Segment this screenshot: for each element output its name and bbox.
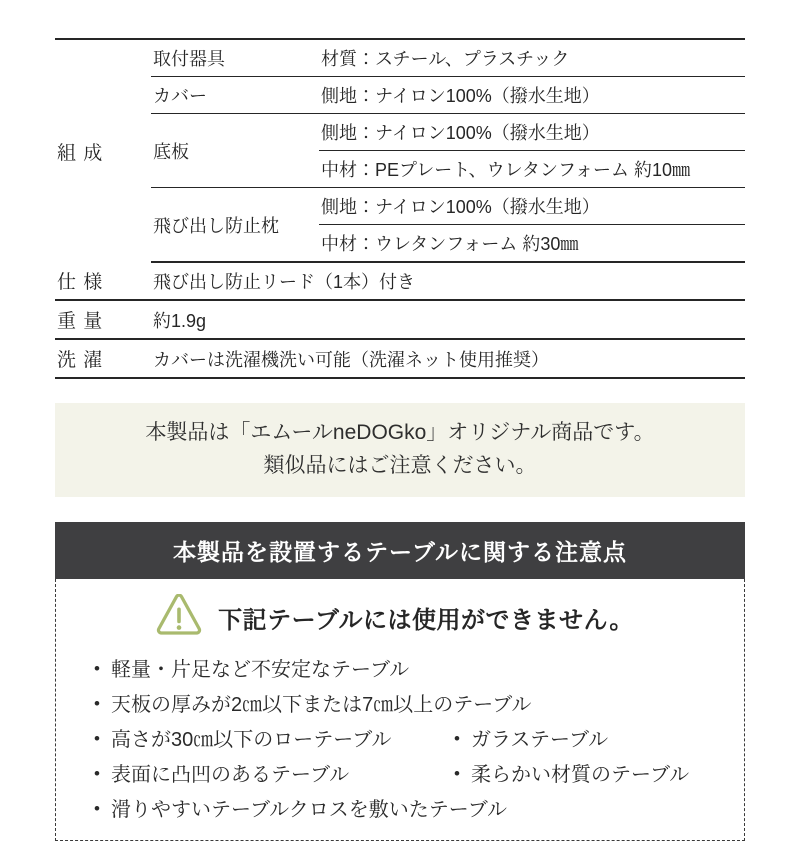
section-label-washing: 洗濯 (55, 339, 151, 378)
part-name: 取付器具 (151, 39, 319, 77)
warning-line (94, 594, 696, 641)
table-row (55, 262, 745, 300)
list-item-text: 柔らかい材質のテーブル (470, 764, 690, 786)
part-detail: 側地：ナイロン100%（撥水生地） (319, 77, 745, 114)
table-row (55, 77, 745, 114)
part-name: 飛び出し防止枕 (151, 188, 319, 263)
caution-section (55, 522, 745, 841)
part-detail: 側地：ナイロン100%（撥水生地） (319, 114, 745, 151)
table-row (55, 339, 745, 378)
list-item-text: 表面に凸凹のあるテーブル (110, 764, 350, 786)
section-label-composition: 組成 (57, 142, 110, 164)
weight-value: 約1.9g (151, 300, 745, 339)
bullet-dot-icon: • (454, 764, 460, 783)
caution-list (94, 653, 726, 828)
part-detail: 側地：ナイロン100%（撥水生地） (319, 188, 745, 225)
bullet-dot-icon: • (94, 694, 100, 713)
part-detail: 材質：スチール、プラスチック (319, 39, 745, 77)
list-row (94, 688, 726, 723)
list-item-text: 高さが30㎝以下のローテーブル (110, 729, 392, 751)
section-label-weight: 重量 (55, 300, 151, 339)
list-item (94, 793, 507, 828)
list-item-text: 軽量・片足など不安定なテーブル (110, 659, 410, 681)
notice-line-1: 本製品は「エムールneDOGko」オリジナル商品です。 (145, 421, 655, 445)
part-detail: 中材：ウレタンフォーム 約30㎜ (319, 225, 745, 263)
bullet-dot-icon: • (94, 729, 100, 748)
section-label-spec: 仕様 (55, 262, 151, 300)
table-row (55, 300, 745, 339)
bullet-dot-icon: • (94, 799, 100, 818)
caution-body (55, 579, 745, 841)
list-row (94, 758, 726, 793)
list-row (94, 723, 726, 758)
bullet-dot-icon: • (94, 764, 100, 783)
original-product-notice (55, 403, 745, 497)
list-item (94, 758, 454, 793)
table-row (55, 39, 745, 77)
spec-value: 飛び出し防止リード（1本）付き (151, 262, 745, 300)
list-row (94, 793, 726, 828)
list-item (94, 723, 454, 758)
part-name: カバー (151, 77, 319, 114)
warning-triangle-icon (156, 594, 202, 641)
list-item (454, 723, 608, 758)
table-row (55, 188, 745, 225)
caution-title: 本製品を設置するテーブルに関する注意点 (173, 539, 627, 565)
notice-line-2: 類似品にはご注意ください。 (263, 454, 537, 477)
bullet-dot-icon: • (454, 729, 460, 748)
table-row (55, 114, 745, 151)
spec-table (55, 38, 745, 379)
list-item (454, 758, 689, 793)
list-item (94, 688, 531, 723)
caution-header (55, 522, 745, 579)
part-detail: 中材：PEプレート、ウレタンフォーム 約10㎜ (319, 151, 745, 188)
list-item-text: 滑りやすいテーブルクロスを敷いたテーブル (110, 799, 507, 821)
part-name: 底板 (151, 114, 319, 188)
list-item-text: ガラステーブル (470, 729, 609, 751)
list-item-text: 天板の厚みが2㎝以下または7㎝以上のテーブル (110, 694, 532, 716)
list-row (94, 653, 726, 688)
list-item (94, 653, 409, 688)
bullet-dot-icon: • (94, 659, 100, 678)
warning-text: 下記テーブルには使用ができません。 (218, 607, 634, 634)
washing-value: カバーは洗濯機洗い可能（洗濯ネット使用推奨） (151, 339, 745, 378)
